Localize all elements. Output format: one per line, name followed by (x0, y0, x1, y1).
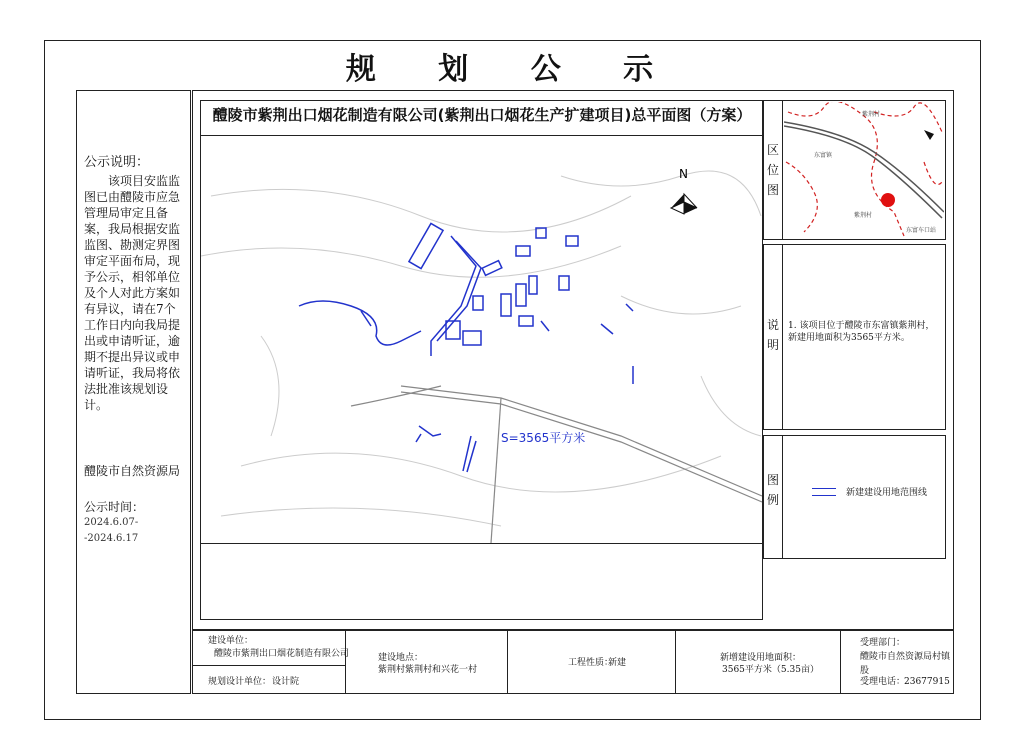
notice-org: 醴陵市自然资源局 (84, 464, 181, 478)
legend-swatch (812, 488, 836, 496)
site-value: 紫荆村紫荆村和兴花一村 (378, 665, 478, 675)
notice-body: 该项目安监监图已由醴陵市应急管理局审定且备案，我局根据安监监图、勘测定界图审定平面布局，现予公示，相邻单位及个人对此方案如有异议，请在7个工作日内向我局提出或申请听证，逾期不提出异议或申请听证，我局将依法批准该规划设计。 (84, 174, 181, 412)
notice-content (84, 100, 184, 547)
topo-lines (201, 171, 761, 526)
nature-value: 新建 (608, 658, 627, 668)
explanation-divider (782, 244, 783, 430)
north-arrow (671, 194, 697, 214)
explanation-label: 说明 (766, 318, 779, 352)
site-marker (881, 193, 895, 207)
notice-time-label: 公示时间： (84, 500, 145, 514)
area-label: S=3565平方米 (501, 431, 586, 445)
area-footer-value: 3565平方米（5.35亩） (722, 665, 819, 675)
map-bottom-divider (200, 543, 763, 544)
location-map (784, 102, 944, 238)
footer-divider-2 (507, 630, 508, 694)
designer-label: 规划设计单位： (208, 677, 272, 687)
rail-line (784, 122, 944, 218)
designer-value: 设计院 (272, 677, 300, 687)
place-4: 东富车口站 (906, 227, 937, 234)
map-north-icon (924, 130, 934, 140)
notice-heading: 公示说明： (84, 155, 150, 170)
area-footer-label: 新增建设用地面积： (720, 653, 802, 663)
location-label: 区位图 (766, 143, 779, 197)
place-1: 紫荆村 (862, 111, 881, 118)
map-title: 醴陵市紫荆出口烟花制造有限公司(紫荆出口烟花生产扩建项目)总平面图（方案） (212, 106, 752, 124)
legend-divider (782, 435, 783, 559)
notice-time: 2024.6.07--2024.6.17 (84, 517, 139, 544)
legend-item-text: 新建建设用地范围线 (846, 488, 928, 498)
footer-divider-h (192, 665, 345, 666)
nature-label: 工程性质： (568, 658, 614, 668)
location-divider (782, 100, 783, 240)
phone-label: 受理电话： (860, 677, 906, 687)
builder-value: 醴陵市紫荆出口烟花制造有限公司 (214, 649, 350, 659)
page-title: 规 划 公 示 (345, 52, 680, 87)
north-label: N (679, 167, 688, 181)
footer-divider-4 (840, 630, 841, 694)
dept-value: 醴陵市自然资源局村镇股 (860, 652, 951, 676)
dept-label: 受理部门： (860, 638, 906, 648)
footer-divider-1 (345, 630, 346, 694)
place-3: 紫荆村 (854, 212, 873, 219)
site-plan-map (201, 136, 762, 543)
place-2: 东富镇 (814, 152, 833, 159)
site-label: 建设地点： (378, 653, 424, 663)
explanation-text: 1. 该项目位于醴陵市东富镇紫荆村，新建用地面积为3565平方米。 (788, 321, 935, 343)
phone-value: 23677915 (904, 677, 950, 687)
road-lines (351, 386, 762, 543)
footer-divider-3 (675, 630, 676, 694)
builder-label: 建设单位： (208, 636, 254, 646)
legend-label: 图例 (766, 473, 779, 507)
